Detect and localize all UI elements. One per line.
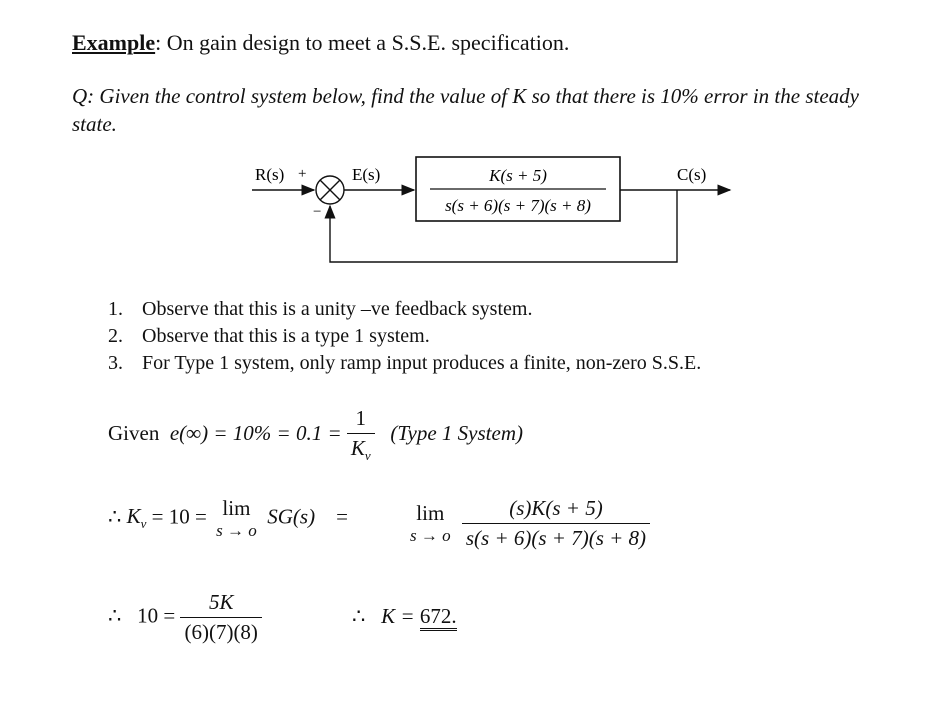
observation-list [108,296,701,377]
error-label: E(s) [352,165,381,184]
question-text: Q: Given the control system below, find the value of K so that there is 10% error in the steady state. [72,84,859,136]
plus-sign: + [298,166,307,182]
minus-sign: − [313,204,322,220]
kv-equation: ∴ $K_v = 10$ = lim s → o SG(s) = [108,496,348,540]
given-lead: Given [108,420,160,445]
given-equation [108,406,523,464]
list-item: 1. Observe that this is a unity –ve feedback system. [108,298,533,320]
final-equation: ∴ 10 = $\frac{5K}{(6)(7)(8)}$ [108,590,262,645]
block-numerator: K(s + 5) [489,166,547,185]
given-note: (Type 1 System) [390,420,523,445]
kv-fraction: $\frac{(s)K(s + 5)}{s(s + 6)(s + 7)(s + 8)}$ [462,496,650,551]
input-label: R(s) [255,165,285,184]
output-label: C(s) [677,165,707,184]
final-fraction: $\frac{5K}{(6)(7)(8)}$ [180,590,261,645]
kv-rhs [410,496,650,551]
given-fraction: $\frac{1}{K_v}$ [347,406,375,464]
block-denominator: s(s + 6)(s + 7)(s + 8) [445,196,591,215]
list-item: 3. For Type 1 system, only ramp input produces a finite, non-zero S.S.E. [108,352,702,374]
limit-1: lim s → o [216,496,257,540]
heading-rest: : On gain design to meet a S.S.E. specification. [155,30,570,55]
limit-2: lim s → o [410,501,451,545]
summing-junction [316,176,344,204]
list-item: 2. Observe that this is a type 1 system. [108,325,430,347]
k-value: 672. [420,604,457,631]
given-expr: e(∞) = 10% = 0.1 = [169,420,342,445]
k-result: ∴ K = 672. [352,604,457,629]
heading-label: Example [72,30,156,55]
